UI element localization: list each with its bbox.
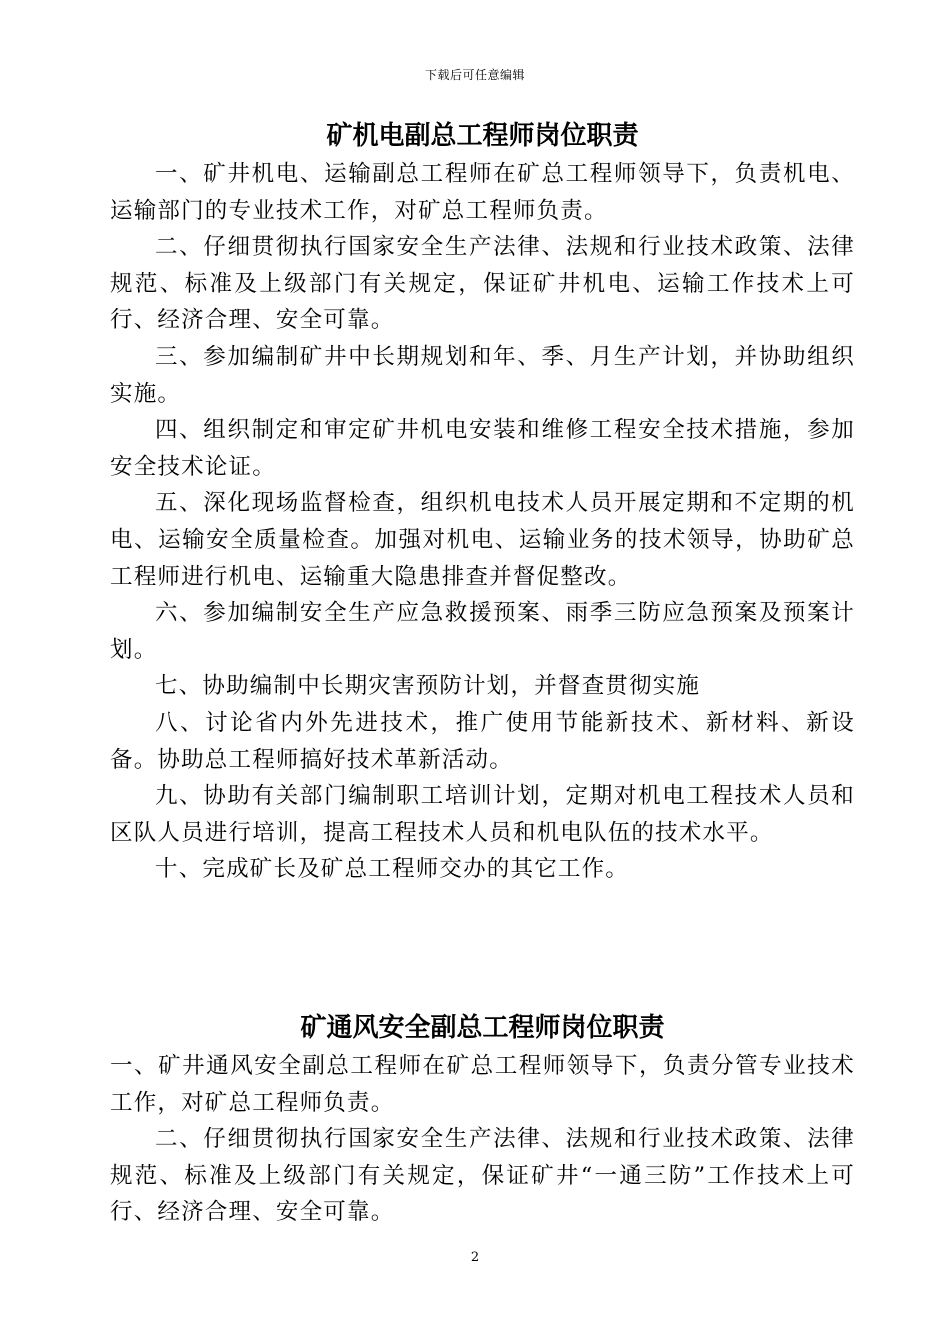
paragraph: 八、讨论省内外先进技术，推广使用节能新技术、新材料、新设备。协助总工程师搞好技术革新活动。 — [110, 709, 855, 773]
paragraph: 十、完成矿长及矿总工程师交办的其它工作。 — [155, 856, 630, 883]
paragraph: 二、仔细贯彻执行国家安全生产法律、法规和行业技术政策、法律规范、标准及上级部门有关规定，保证矿井机电、运输工作技术上可行、经济合理、安全可靠。 — [110, 234, 855, 334]
paragraph: 七、协助编制中长期灾害预防计划，并督查贯彻实施 — [155, 673, 701, 700]
section-title: 矿通风安全副总工程师岗位职责 — [300, 1013, 665, 1043]
paragraph: 一、矿井通风安全副总工程师在矿总工程师领导下，负责分管专业技术工作，对矿总工程师负责。 — [110, 1053, 855, 1116]
page-number: 2 — [470, 1250, 480, 1265]
paragraph: 六、参加编制安全生产应急救援预案、雨季三防应急预案及预案计划。 — [110, 600, 855, 663]
paragraph: 四、组织制定和审定矿井机电安装和维修工程安全技术措施，参加安全技术论证。 — [110, 417, 855, 480]
header-note: 下载后可任意编辑 — [424, 68, 525, 82]
section-electromechanical — [110, 116, 855, 888]
paragraph: 五、深化现场监督检查，组织机电技术人员开展定期和不定期的机电、运输安全质量检查。加强对机电、运输业务的技术领导，协助矿总工程师进行机电、运输重大隐患排查并督促整改。 — [110, 490, 855, 590]
paragraph: 一、矿井机电、运输副总工程师在矿总工程师领导下，负责机电、运输部门的专业技术工作，对矿总工程师负责。 — [110, 161, 855, 224]
paragraph: 三、参加编制矿井中长期规划和年、季、月生产计划，并协助组织实施。 — [110, 343, 855, 407]
paragraph: 九、协助有关部门编制职工培训计划，定期对机电工程技术人员和区队人员进行培训，提高工程技术人员和机电队伍的技术水平。 — [110, 783, 855, 846]
section-title: 矿机电副总工程师岗位职责 — [326, 121, 639, 151]
section-ventilation-safety — [110, 1008, 855, 1231]
paragraph: 二、仔细贯彻执行国家安全生产法律、法规和行业技术政策、法律规范、标准及上级部门有关规定，保证矿井“一通三防”工作技术上可行、经济合理、安全可靠。 — [110, 1126, 855, 1226]
